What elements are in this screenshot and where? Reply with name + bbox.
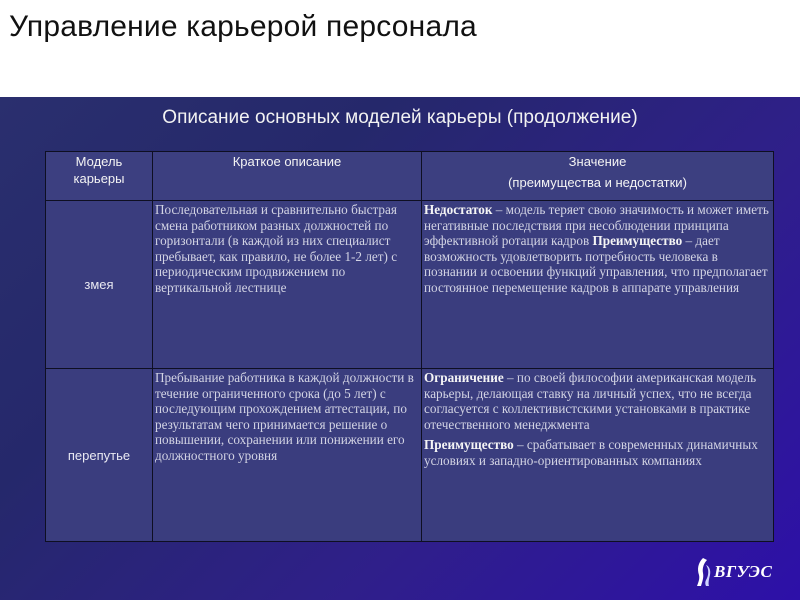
header-model-line1: Модель (75, 154, 123, 169)
slide-subtitle: Описание основных моделей карьеры (продолжение) (162, 107, 638, 128)
slide-header (0, 0, 800, 97)
row-description-cell: Последовательная и сравнительно быстрая смена работником разных должностей по горизонтали (в каждой из них специалист пребывает, как правило, не более 1-2 лет) с периодическим продвижением по вертикальной лестнице (153, 201, 422, 369)
value-label-limitation: Ограничение (424, 370, 504, 385)
slide-title: Управление карьерой персонала (9, 10, 477, 43)
university-logo-icon (695, 557, 711, 587)
value-label-advantage: Преимущество (424, 437, 514, 453)
table-row (46, 201, 774, 369)
header-description: Краткое описание (153, 152, 422, 201)
value-text-advantage: – срабатывает в современных динамичных условиях и западно-ориентированных компаниях (424, 437, 758, 468)
value-text-advantage: – дает возможность удовлетворить потребность человека в познании и освоении функций управления, что предполагает постоянное перемещение кадров в аппарате управления (424, 233, 768, 295)
row-value-cell (422, 201, 774, 369)
university-logo (695, 557, 772, 587)
career-models-table (45, 151, 774, 542)
row-model-cell: змея (46, 201, 153, 369)
slide-body (0, 97, 800, 600)
header-value-line2: (преимущества и недостатки) (508, 175, 687, 190)
value-label-advantage: Преимущество (592, 233, 683, 249)
university-logo-text: ВГУЭС (714, 562, 773, 581)
value-label-drawback: Недостаток (424, 202, 493, 217)
value-text-limitation: – по своей философии американская модель карьеры, делающая ставку на личный успех, что не всегда согласуется с коллективистскими установками в практике отечественного менеджмента (424, 370, 757, 432)
value-text-drawback: – модель теряет свою значимость и может иметь негативные последствия при несоблюдении принципа эффективной ротации кадров (424, 202, 769, 249)
header-model-line2: карьеры (73, 171, 125, 186)
table-header-row (46, 152, 774, 201)
row-value-cell (422, 369, 774, 542)
header-value-line1: Значение (568, 154, 627, 169)
row-model-cell: перепутье (46, 369, 153, 542)
table-row (46, 369, 774, 542)
row-description-cell: Пребывание работника в каждой должности в течение ограниченного срока (до 5 лет) с последующим прохождением аттестации, по результатам чего принимается решение о повышении, сохранении или понижении его должностного уровня (153, 369, 422, 542)
header-value (422, 152, 774, 201)
header-model (46, 152, 153, 201)
